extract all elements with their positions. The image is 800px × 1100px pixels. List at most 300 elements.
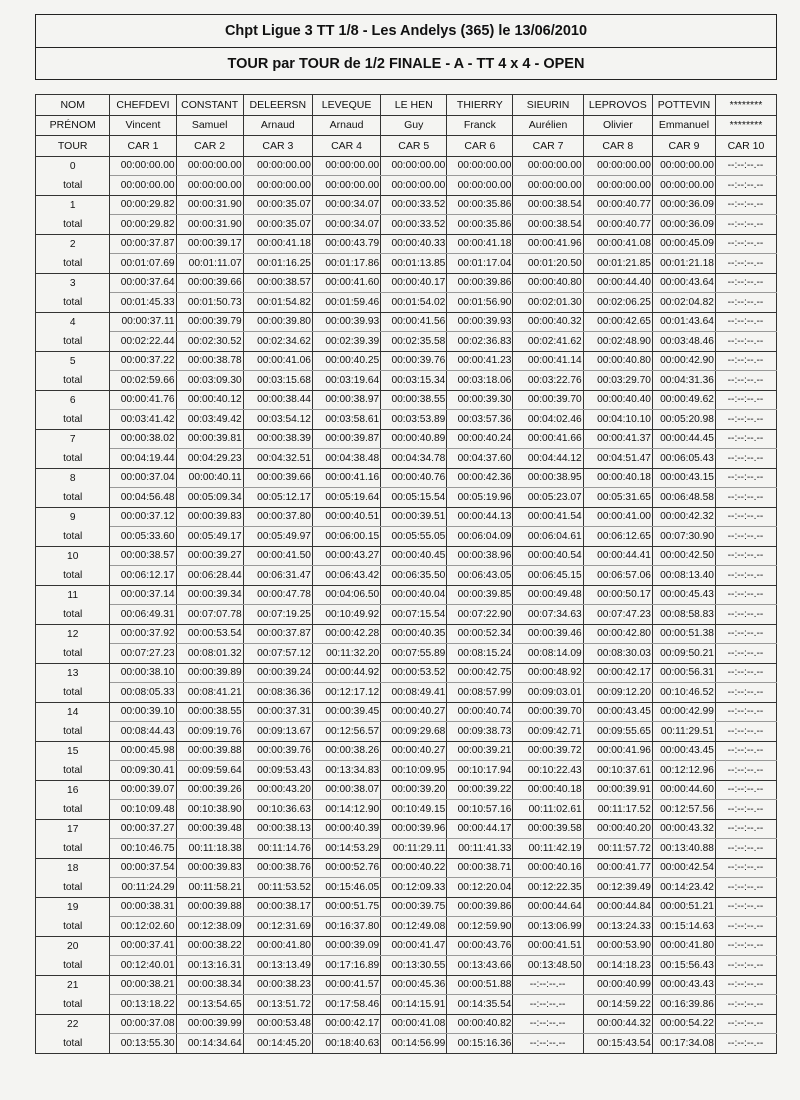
lap-time-cell: 00:00:53.54: [176, 624, 243, 644]
total-row: [36, 527, 777, 547]
lap-time-cell: 00:00:39.17: [176, 234, 243, 254]
total-time-cell: 00:05:55.05: [381, 527, 447, 547]
lap-time-cell: 00:00:56.31: [652, 663, 715, 683]
driver-nom: LE HEN: [381, 95, 447, 116]
lap-time-cell: 00:00:38.23: [243, 975, 312, 995]
total-time-cell: --:--:--.--: [715, 761, 776, 781]
lap-time-cell: 00:00:38.57: [243, 273, 312, 293]
tour-number: 10: [36, 546, 110, 566]
total-time-cell: 00:00:35.07: [243, 215, 312, 235]
lap-time-cell: 00:00:41.50: [243, 546, 312, 566]
lap-time-cell: 00:00:41.06: [243, 351, 312, 371]
lap-time-cell: 00:00:39.96: [381, 819, 447, 839]
tour-number: 9: [36, 507, 110, 527]
total-time-cell: 00:14:12.90: [312, 800, 380, 820]
total-time-cell: 00:15:43.54: [583, 1034, 652, 1054]
header-label-tour: TOUR: [36, 136, 110, 157]
lap-time-cell: 00:00:00.00: [243, 156, 312, 176]
total-time-cell: 00:01:11.07: [176, 254, 243, 274]
total-row: [36, 410, 777, 430]
total-time-cell: 00:09:12.20: [583, 683, 652, 703]
lap-time-cell: 00:00:54.22: [652, 1014, 715, 1034]
total-time-cell: 00:06:35.50: [381, 566, 447, 586]
lap-time-cell: 00:00:51.38: [652, 624, 715, 644]
lap-time-cell: 00:00:43.27: [312, 546, 380, 566]
total-time-cell: 00:01:59.46: [312, 293, 380, 313]
lap-time-cell: 00:01:43.64: [652, 312, 715, 332]
lap-time-cell: 00:00:37.54: [110, 858, 176, 878]
tour-number: 0: [36, 156, 110, 176]
lap-time-cell: 00:00:40.24: [447, 429, 513, 449]
total-time-cell: 00:03:09.30: [176, 371, 243, 391]
total-time-cell: 00:02:34.62: [243, 332, 312, 352]
lap-time-cell: 00:00:39.10: [110, 702, 176, 722]
total-time-cell: 00:14:45.20: [243, 1034, 312, 1054]
lap-time-cell: 00:00:39.91: [583, 780, 652, 800]
lap-time-cell: 00:00:38.26: [312, 741, 380, 761]
total-time-cell: 00:06:04.09: [447, 527, 513, 547]
total-time-cell: --:--:--.--: [715, 254, 776, 274]
lap-time-cell: 00:00:40.18: [513, 780, 583, 800]
lap-time-cell: 00:00:41.08: [583, 234, 652, 254]
lap-time-cell: 00:00:43.45: [652, 741, 715, 761]
lap-time-cell: 00:00:41.77: [583, 858, 652, 878]
total-time-cell: 00:12:38.09: [176, 917, 243, 937]
total-time-cell: 00:10:17.94: [447, 761, 513, 781]
total-time-cell: 00:00:35.86: [447, 215, 513, 235]
lap-time-cell: 00:00:39.21: [447, 741, 513, 761]
total-time-cell: 00:02:35.58: [381, 332, 447, 352]
lap-row: [36, 975, 777, 995]
total-row: [36, 254, 777, 274]
lap-time-cell: 00:00:37.64: [110, 273, 176, 293]
tour-number: 11: [36, 585, 110, 605]
lap-time-cell: 00:00:40.18: [583, 468, 652, 488]
tour-number: 3: [36, 273, 110, 293]
lap-time-cell: 00:00:37.04: [110, 468, 176, 488]
total-time-cell: 00:01:21.85: [583, 254, 652, 274]
lap-time-cell: 00:00:42.17: [312, 1014, 380, 1034]
tour-number: 6: [36, 390, 110, 410]
total-time-cell: 00:06:04.61: [513, 527, 583, 547]
car-number: CAR 7: [513, 136, 583, 157]
lap-time-cell: 00:00:40.35: [381, 624, 447, 644]
lap-time-cell: 00:00:40.11: [176, 468, 243, 488]
total-time-cell: 00:13:16.31: [176, 956, 243, 976]
lap-time-cell: 00:00:40.27: [381, 702, 447, 722]
driver-prenom: Guy: [381, 115, 447, 136]
tour-number: 21: [36, 975, 110, 995]
total-time-cell: 00:06:43.42: [312, 566, 380, 586]
lap-time-cell: 00:00:36.09: [652, 195, 715, 215]
total-row: [36, 371, 777, 391]
lap-time-cell: 00:00:39.99: [176, 1014, 243, 1034]
lap-time-cell: 00:00:37.22: [110, 351, 176, 371]
tour-number: 22: [36, 1014, 110, 1034]
total-time-cell: 00:00:36.09: [652, 215, 715, 235]
lap-time-cell: --:--:--.--: [715, 702, 776, 722]
lap-time-cell: 00:00:45.36: [381, 975, 447, 995]
total-time-cell: 00:10:49.15: [381, 800, 447, 820]
lap-time-cell: 00:00:44.60: [652, 780, 715, 800]
lap-time-cell: --:--:--.--: [715, 663, 776, 683]
lap-time-cell: 00:00:45.09: [652, 234, 715, 254]
lap-time-cell: 00:00:40.22: [381, 858, 447, 878]
lap-time-cell: 00:00:38.95: [513, 468, 583, 488]
lap-time-cell: 00:00:39.70: [513, 702, 583, 722]
total-time-cell: 00:03:19.64: [312, 371, 380, 391]
lap-time-cell: 00:00:43.15: [652, 468, 715, 488]
lap-time-cell: 00:00:38.13: [243, 819, 312, 839]
lap-time-cell: 00:00:39.48: [176, 819, 243, 839]
driver-nom: CHEFDEVI: [110, 95, 176, 116]
total-time-cell: 00:00:00.00: [652, 176, 715, 196]
lap-time-cell: 00:00:51.21: [652, 897, 715, 917]
total-time-cell: 00:13:30.55: [381, 956, 447, 976]
total-time-cell: 00:05:33.60: [110, 527, 176, 547]
lap-time-cell: 00:00:29.82: [110, 195, 176, 215]
lap-time-cell: 00:00:53.90: [583, 936, 652, 956]
lap-time-cell: 00:00:38.55: [176, 702, 243, 722]
lap-row: [36, 624, 777, 644]
total-time-cell: 00:08:05.33: [110, 683, 176, 703]
total-label: total: [36, 800, 110, 820]
driver-prenom: Samuel: [176, 115, 243, 136]
total-time-cell: 00:01:21.18: [652, 254, 715, 274]
header-row-car: [36, 136, 777, 157]
lap-time-cell: 00:00:39.27: [176, 546, 243, 566]
total-time-cell: 00:00:31.90: [176, 215, 243, 235]
total-time-cell: 00:01:13.85: [381, 254, 447, 274]
total-time-cell: 00:10:09.95: [381, 761, 447, 781]
lap-time-cell: 00:00:37.87: [110, 234, 176, 254]
lap-row: [36, 195, 777, 215]
lap-time-cell: 00:00:37.92: [110, 624, 176, 644]
lap-time-cell: 00:00:39.80: [243, 312, 312, 332]
total-row: [36, 839, 777, 859]
total-time-cell: 00:11:53.52: [243, 878, 312, 898]
lap-time-cell: 00:00:38.96: [447, 546, 513, 566]
lap-time-cell: --:--:--.--: [715, 351, 776, 371]
total-time-cell: 00:08:41.21: [176, 683, 243, 703]
total-time-cell: 00:12:57.56: [652, 800, 715, 820]
lap-time-cell: 00:00:40.82: [447, 1014, 513, 1034]
lap-time-cell: 00:00:39.46: [513, 624, 583, 644]
lap-time-cell: 00:00:45.98: [110, 741, 176, 761]
lap-time-cell: 00:00:39.26: [176, 780, 243, 800]
page-subtitle: TOUR par TOUR de 1/2 FINALE - A - TT 4 x 4 - OPEN: [36, 47, 776, 80]
lap-time-cell: 00:00:35.86: [447, 195, 513, 215]
lap-time-cell: 00:00:43.45: [583, 702, 652, 722]
total-time-cell: 00:11:02.61: [513, 800, 583, 820]
lap-row: [36, 663, 777, 683]
total-time-cell: 00:13:06.99: [513, 917, 583, 937]
car-number: CAR 3: [243, 136, 312, 157]
total-time-cell: 00:00:34.07: [312, 215, 380, 235]
lap-time-cell: --:--:--.--: [715, 312, 776, 332]
lap-time-cell: 00:00:39.85: [447, 585, 513, 605]
total-time-cell: 00:12:39.49: [583, 878, 652, 898]
lap-row: [36, 273, 777, 293]
total-time-cell: 00:04:31.36: [652, 371, 715, 391]
total-time-cell: 00:06:12.17: [110, 566, 176, 586]
header-row-nom: [36, 95, 777, 116]
total-time-cell: 00:13:54.65: [176, 995, 243, 1015]
total-time-cell: --:--:--.--: [715, 566, 776, 586]
total-time-cell: 00:13:51.72: [243, 995, 312, 1015]
lap-time-cell: 00:00:39.30: [447, 390, 513, 410]
total-label: total: [36, 839, 110, 859]
total-time-cell: 00:03:29.70: [583, 371, 652, 391]
lap-times-table: [35, 94, 777, 1054]
lap-time-cell: 00:00:40.39: [312, 819, 380, 839]
lap-time-cell: 00:00:38.07: [312, 780, 380, 800]
lap-time-cell: 00:00:42.90: [652, 351, 715, 371]
total-time-cell: 00:09:42.71: [513, 722, 583, 742]
lap-time-cell: 00:00:38.02: [110, 429, 176, 449]
tour-number: 17: [36, 819, 110, 839]
lap-time-cell: 00:00:00.00: [176, 156, 243, 176]
total-label: total: [36, 956, 110, 976]
total-row: [36, 566, 777, 586]
lap-time-cell: 00:00:39.93: [312, 312, 380, 332]
lap-row: [36, 468, 777, 488]
total-time-cell: 00:10:46.75: [110, 839, 176, 859]
tour-number: 18: [36, 858, 110, 878]
lap-time-cell: 00:00:44.32: [583, 1014, 652, 1034]
total-time-cell: 00:14:34.64: [176, 1034, 243, 1054]
total-time-cell: 00:12:49.08: [381, 917, 447, 937]
total-time-cell: 00:11:18.38: [176, 839, 243, 859]
total-time-cell: 00:09:50.21: [652, 644, 715, 664]
lap-time-cell: 00:00:39.58: [513, 819, 583, 839]
total-time-cell: 00:02:01.30: [513, 293, 583, 313]
lap-time-cell: --:--:--.--: [715, 234, 776, 254]
lap-time-cell: 00:00:51.88: [447, 975, 513, 995]
total-time-cell: 00:00:00.00: [513, 176, 583, 196]
lap-time-cell: --:--:--.--: [715, 585, 776, 605]
lap-time-cell: 00:00:42.36: [447, 468, 513, 488]
driver-nom: ********: [715, 95, 776, 116]
total-label: total: [36, 605, 110, 625]
total-time-cell: 00:07:30.90: [652, 527, 715, 547]
lap-time-cell: 00:00:41.18: [447, 234, 513, 254]
lap-time-cell: 00:00:41.76: [110, 390, 176, 410]
car-number: CAR 4: [312, 136, 380, 157]
lap-time-cell: 00:00:42.54: [652, 858, 715, 878]
total-row: [36, 956, 777, 976]
lap-time-cell: 00:00:40.77: [583, 195, 652, 215]
driver-prenom: Aurélien: [513, 115, 583, 136]
total-time-cell: 00:07:57.12: [243, 644, 312, 664]
lap-time-cell: 00:00:39.75: [381, 897, 447, 917]
lap-time-cell: 00:00:40.27: [381, 741, 447, 761]
total-row: [36, 722, 777, 742]
lap-time-cell: 00:00:39.83: [176, 507, 243, 527]
lap-time-cell: 00:00:48.92: [513, 663, 583, 683]
total-time-cell: 00:13:55.30: [110, 1034, 176, 1054]
driver-nom: THIERRY: [447, 95, 513, 116]
total-time-cell: --:--:--.--: [715, 176, 776, 196]
total-time-cell: 00:08:49.41: [381, 683, 447, 703]
lap-time-cell: 00:00:38.10: [110, 663, 176, 683]
total-time-cell: 00:04:02.46: [513, 410, 583, 430]
lap-time-cell: 00:00:39.87: [312, 429, 380, 449]
total-row: [36, 644, 777, 664]
total-time-cell: 00:12:56.57: [312, 722, 380, 742]
lap-time-cell: 00:00:40.25: [312, 351, 380, 371]
total-time-cell: 00:13:34.83: [312, 761, 380, 781]
total-time-cell: --:--:--.--: [715, 995, 776, 1015]
total-time-cell: 00:07:34.63: [513, 605, 583, 625]
total-label: total: [36, 293, 110, 313]
total-time-cell: 00:08:15.24: [447, 644, 513, 664]
total-time-cell: 00:10:57.16: [447, 800, 513, 820]
total-time-cell: --:--:--.--: [715, 1034, 776, 1054]
lap-time-cell: --:--:--.--: [715, 273, 776, 293]
total-time-cell: 00:13:48.50: [513, 956, 583, 976]
total-time-cell: 00:17:34.08: [652, 1034, 715, 1054]
lap-row: [36, 1014, 777, 1034]
total-time-cell: 00:04:51.47: [583, 449, 652, 469]
total-time-cell: 00:05:23.07: [513, 488, 583, 508]
total-time-cell: 00:08:13.40: [652, 566, 715, 586]
total-time-cell: 00:06:05.43: [652, 449, 715, 469]
total-time-cell: 00:09:38.73: [447, 722, 513, 742]
lap-time-cell: 00:00:41.57: [312, 975, 380, 995]
total-time-cell: 00:06:12.65: [583, 527, 652, 547]
total-label: total: [36, 215, 110, 235]
lap-row: [36, 507, 777, 527]
total-time-cell: 00:03:49.42: [176, 410, 243, 430]
total-time-cell: 00:02:39.39: [312, 332, 380, 352]
tour-number: 20: [36, 936, 110, 956]
lap-time-cell: 00:00:39.34: [176, 585, 243, 605]
lap-time-cell: 00:00:38.78: [176, 351, 243, 371]
total-time-cell: 00:02:06.25: [583, 293, 652, 313]
total-time-cell: 00:07:47.23: [583, 605, 652, 625]
total-label: total: [36, 644, 110, 664]
lap-time-cell: 00:00:38.31: [110, 897, 176, 917]
lap-time-cell: 00:00:39.88: [176, 741, 243, 761]
lap-row: [36, 819, 777, 839]
total-time-cell: 00:07:22.90: [447, 605, 513, 625]
lap-time-cell: 00:00:39.22: [447, 780, 513, 800]
tour-number: 13: [36, 663, 110, 683]
lap-time-cell: 00:00:43.32: [652, 819, 715, 839]
lap-time-cell: 00:00:41.00: [583, 507, 652, 527]
total-time-cell: 00:02:36.83: [447, 332, 513, 352]
total-time-cell: 00:10:49.92: [312, 605, 380, 625]
tour-number: 4: [36, 312, 110, 332]
total-time-cell: 00:09:53.43: [243, 761, 312, 781]
lap-time-cell: 00:00:43.76: [447, 936, 513, 956]
lap-time-cell: 00:00:44.84: [583, 897, 652, 917]
total-time-cell: 00:04:34.78: [381, 449, 447, 469]
lap-time-cell: 00:00:39.07: [110, 780, 176, 800]
lap-time-cell: 00:00:40.20: [583, 819, 652, 839]
total-time-cell: 00:11:41.33: [447, 839, 513, 859]
lap-time-cell: 00:00:41.80: [652, 936, 715, 956]
total-time-cell: 00:08:36.36: [243, 683, 312, 703]
total-time-cell: 00:06:31.47: [243, 566, 312, 586]
total-time-cell: 00:02:22.44: [110, 332, 176, 352]
lap-time-cell: 00:00:44.17: [447, 819, 513, 839]
total-time-cell: 00:00:29.82: [110, 215, 176, 235]
total-time-cell: 00:07:19.25: [243, 605, 312, 625]
lap-time-cell: 00:00:52.76: [312, 858, 380, 878]
lap-time-cell: 00:00:37.41: [110, 936, 176, 956]
total-time-cell: --:--:--.--: [715, 839, 776, 859]
lap-time-cell: 00:00:42.28: [312, 624, 380, 644]
total-time-cell: 00:14:18.23: [583, 956, 652, 976]
total-time-cell: 00:03:22.76: [513, 371, 583, 391]
lap-time-cell: 00:00:44.64: [513, 897, 583, 917]
car-number: CAR 5: [381, 136, 447, 157]
lap-time-cell: 00:00:49.62: [652, 390, 715, 410]
driver-nom: LEVEQUE: [312, 95, 380, 116]
total-time-cell: 00:13:13.49: [243, 956, 312, 976]
lap-time-cell: 00:00:51.75: [312, 897, 380, 917]
total-label: total: [36, 683, 110, 703]
total-time-cell: 00:03:58.61: [312, 410, 380, 430]
driver-nom: LEPROVOS: [583, 95, 652, 116]
total-row: [36, 176, 777, 196]
lap-row: [36, 312, 777, 332]
total-time-cell: 00:01:20.50: [513, 254, 583, 274]
lap-time-cell: --:--:--.--: [715, 780, 776, 800]
total-time-cell: 00:00:38.54: [513, 215, 583, 235]
total-time-cell: 00:14:15.91: [381, 995, 447, 1015]
total-time-cell: 00:12:31.69: [243, 917, 312, 937]
lap-time-cell: 00:00:39.89: [176, 663, 243, 683]
total-time-cell: 00:01:54.82: [243, 293, 312, 313]
total-time-cell: 00:14:53.29: [312, 839, 380, 859]
total-label: total: [36, 761, 110, 781]
total-time-cell: 00:15:56.43: [652, 956, 715, 976]
total-time-cell: 00:12:12.96: [652, 761, 715, 781]
lap-time-cell: --:--:--.--: [513, 1014, 583, 1034]
total-time-cell: 00:00:00.00: [312, 176, 380, 196]
total-time-cell: 00:01:17.86: [312, 254, 380, 274]
lap-time-cell: 00:00:39.51: [381, 507, 447, 527]
lap-time-cell: 00:00:43.20: [243, 780, 312, 800]
total-label: total: [36, 527, 110, 547]
total-label: total: [36, 1034, 110, 1054]
lap-time-cell: 00:00:42.80: [583, 624, 652, 644]
lap-time-cell: 00:00:53.48: [243, 1014, 312, 1034]
total-time-cell: 00:11:29.11: [381, 839, 447, 859]
total-time-cell: 00:04:19.44: [110, 449, 176, 469]
total-time-cell: 00:15:16.36: [447, 1034, 513, 1054]
lap-time-cell: 00:00:40.80: [583, 351, 652, 371]
lap-time-cell: 00:00:37.11: [110, 312, 176, 332]
lap-time-cell: 00:00:35.07: [243, 195, 312, 215]
lap-time-cell: --:--:--.--: [715, 468, 776, 488]
lap-time-cell: 00:00:00.00: [513, 156, 583, 176]
total-time-cell: 00:06:00.15: [312, 527, 380, 547]
lap-time-cell: --:--:--.--: [715, 624, 776, 644]
lap-time-cell: 00:00:40.40: [583, 390, 652, 410]
lap-time-cell: 00:00:39.79: [176, 312, 243, 332]
lap-time-cell: 00:00:44.40: [583, 273, 652, 293]
total-label: total: [36, 566, 110, 586]
total-time-cell: 00:11:32.20: [312, 644, 380, 664]
total-time-cell: 00:10:09.48: [110, 800, 176, 820]
total-time-cell: 00:04:38.48: [312, 449, 380, 469]
lap-time-cell: 00:00:47.78: [243, 585, 312, 605]
total-row: [36, 800, 777, 820]
